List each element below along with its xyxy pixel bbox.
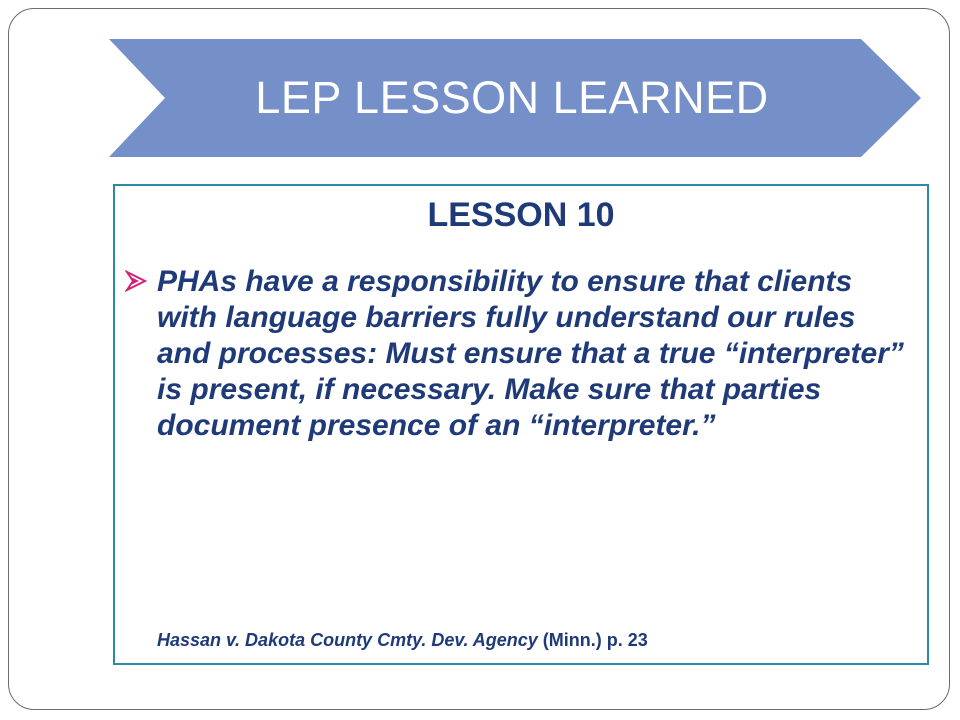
lesson-content-box — [113, 184, 929, 665]
slide-title: LEP LESSON LEARNED — [255, 72, 769, 123]
case-citation — [157, 630, 648, 651]
citation-court-page: (Minn.) p. 23 — [537, 630, 648, 650]
lesson-heading: LESSON 10 — [427, 196, 615, 234]
arrowhead-bullet-icon — [125, 270, 147, 292]
title-banner — [109, 39, 921, 157]
lesson-bullet-text — [157, 264, 917, 444]
bullet-text-part2: Must ensure that a true “interpreter” is present, if necessary. Make sure that parties document presence of an “interpreter.” — [157, 337, 904, 442]
citation-case-name: Hassan v. Dakota County Cmty. Dev. Agency — [157, 630, 538, 650]
slide-frame — [8, 8, 950, 710]
bullet-text-part1: PHAs have a responsibility to ensure that clients with language barriers fully understand our rules and processes: — [157, 265, 856, 370]
